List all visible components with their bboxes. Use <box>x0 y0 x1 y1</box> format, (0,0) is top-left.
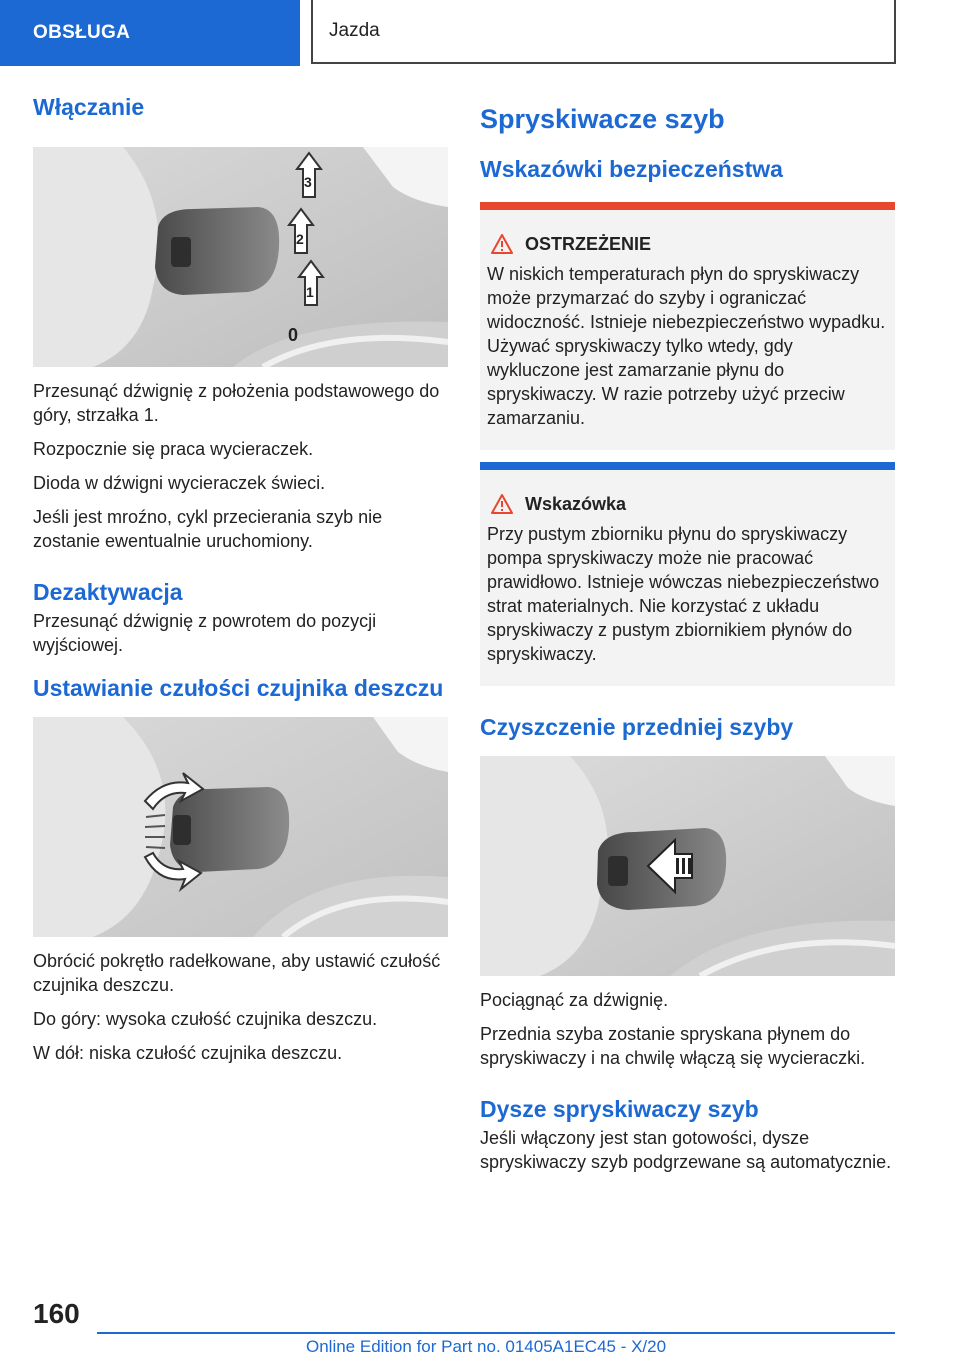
para-frost: Jeśli jest mroźno, cykl przecierania szyb nie zostanie ewentualnie uruchomiony. <box>33 507 383 551</box>
heading-dysze: Dysze spryskiwaczy szyb <box>480 1096 759 1122</box>
arrow-label-1: 1 <box>306 284 314 300</box>
warning-text: W niskich temperaturach płyn do spryskiwaczy może przymarzać do szyby i ograniczać widoczność. Istnieje niebezpieczeństwo wypadku. Używać spryskiwaczy tylko wtedy, gdy wykluczone jest zamarzanie płynu do spryskiwaczy. W razie potrzeby użyć przeciw zamarzaniu. <box>487 264 886 428</box>
hint-title: Wskazówka <box>525 494 627 514</box>
heading-czyszczenie: Czyszczenie przedniej szyby <box>480 714 794 740</box>
warning-triangle-icon <box>491 234 513 254</box>
footer-divider <box>97 1332 895 1334</box>
hint-text: Przy pustym zbiorniku płynu do spryskiwaczy pompa spryskiwaczy może nie pracować prawidłowo. Istnieje wówczas niebezpieczeństwo strat materialnych. Nie korzystać z układu spryskiwaczy z pustym zbiornikiem płynów do spryskiwaczy. <box>487 524 880 664</box>
left-column <box>33 92 448 1065</box>
para-up-high: Do góry: wysoka czułość czujnika deszczu. <box>33 1009 378 1029</box>
heading-dezaktywacja: Dezaktywacja <box>33 579 183 605</box>
warning-title: OSTRZEŻENIE <box>525 234 652 254</box>
heading-wskazowki: Wskazówki bezpieczeństwa <box>480 156 783 182</box>
right-column <box>480 92 895 1174</box>
hint-box <box>480 462 895 686</box>
para-windshield-sprayed: Przednia szyba zostanie spryskana płynem do spryskiwaczy i na chwilę włączą się wycieraczki. <box>480 1024 866 1068</box>
warning-title-row <box>487 232 888 256</box>
warning-box <box>480 202 895 450</box>
heading-spryskiwacze: Spryskiwacze szyb <box>480 104 725 134</box>
section-tab: OBSŁUGA <box>0 0 300 66</box>
footer-edition: Online Edition for Part no. 01405A1EC45 - X/20 <box>306 1337 667 1356</box>
chapter-title: Jazda <box>311 0 896 64</box>
para-heated-nozzles: Jeśli włączony jest stan gotowości, dysze spryskiwaczy szyb podgrzewane są automatycznie. <box>480 1128 892 1172</box>
para-deactivate: Przesunąć dźwignię z powrotem do pozycji wyjściowej. <box>33 611 377 655</box>
para-move-lever: Przesunąć dźwignię z położenia podstawowego do góry, strzałka 1. <box>33 381 440 425</box>
page-header <box>0 0 960 66</box>
para-led: Dioda w dźwigni wycieraczek świeci. <box>33 473 326 493</box>
arrow-label-2: 2 <box>296 231 304 247</box>
arrow-label-3: 3 <box>304 174 312 190</box>
wiper-lever-pull-image <box>480 756 895 976</box>
para-wipers-start: Rozpocznie się praca wycieraczek. <box>33 439 314 459</box>
sensitivity-wheel-image <box>33 717 448 937</box>
arrow-label-0: 0 <box>288 325 299 345</box>
para-rotate-wheel: Obrócić pokrętło radełkowane, aby ustawić czułość czujnika deszczu. <box>33 951 441 995</box>
hint-title-row <box>487 492 888 516</box>
para-down-low: W dół: niska czułość czujnika deszczu. <box>33 1043 343 1063</box>
heading-czulosc: Ustawianie czułości czujnika deszczu <box>33 675 444 701</box>
warning-triangle-icon <box>491 494 513 514</box>
wiper-lever-up-image <box>33 147 448 367</box>
heading-wlaczanie: Włączanie <box>33 94 145 120</box>
page-number: 160 <box>33 1298 80 1329</box>
para-pull-lever: Pociągnąć za dźwignię. <box>480 990 669 1010</box>
